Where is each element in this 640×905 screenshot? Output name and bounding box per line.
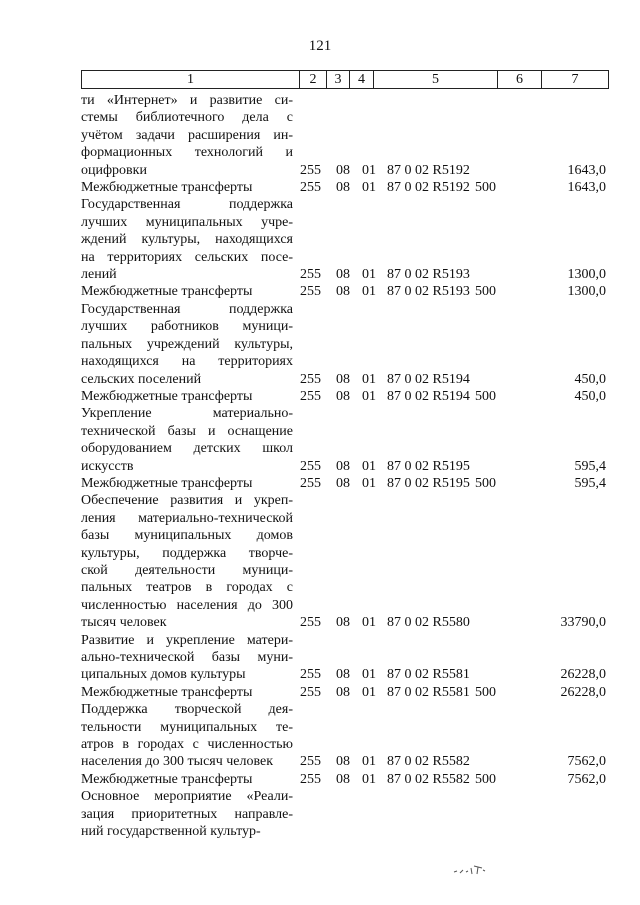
table-header (81, 70, 609, 89)
row-codes (0, 753, 640, 770)
amount: 1300,0 (567, 267, 606, 283)
amount: 26228,0 (560, 667, 606, 683)
expense-type-code: 500 (475, 771, 496, 787)
row-codes (0, 458, 640, 475)
ministry-code: 255 (300, 371, 321, 387)
table-row (0, 405, 640, 475)
row-codes (0, 684, 640, 701)
subsection-code: 01 (362, 684, 376, 700)
section-code: 08 (336, 754, 350, 770)
header-col-5: 5 (374, 71, 498, 88)
description-line: Межбюджетные трансферты (81, 284, 253, 300)
section-code: 08 (336, 771, 350, 787)
description-line: оборудованием детских школ (81, 441, 293, 457)
target-article-code: 87 0 02 R5195 (387, 475, 470, 491)
subsection-code: 01 (362, 667, 376, 683)
handwritten-mark-icon (452, 862, 492, 876)
table-row (0, 196, 640, 283)
row-codes (0, 614, 640, 631)
amount: 450,0 (574, 371, 606, 387)
target-article-code: 87 0 02 R5193 (387, 267, 470, 283)
ministry-code: 255 (300, 284, 321, 300)
subsection-code: 01 (362, 267, 376, 283)
description-line: технической базы и оснащение (81, 423, 293, 439)
subsection-code: 01 (362, 771, 376, 787)
table-row (0, 632, 640, 684)
expense-type-code: 500 (475, 684, 496, 700)
subsection-code: 01 (362, 284, 376, 300)
description-line: Укрепление материально- (81, 406, 293, 422)
description-line: ально-технической базы муни- (81, 650, 293, 665)
table-row (0, 301, 640, 388)
target-article-code: 87 0 02 R5582 (387, 771, 470, 787)
description-line: учётом задачи расширения ин- (81, 127, 293, 143)
ministry-code: 255 (300, 180, 321, 196)
header-col-3: 3 (327, 71, 350, 88)
header-col-4: 4 (350, 71, 374, 88)
description-line: культуры, поддержка творче- (81, 545, 293, 561)
amount: 1643,0 (567, 180, 606, 196)
description-line: лений (81, 267, 117, 283)
description-line: ской деятельности муници- (81, 562, 293, 578)
description-line: ти «Интернет» и развитие си- (81, 93, 293, 108)
description-line: Государственная поддержка (81, 197, 293, 213)
description-line: населения до 300 тысяч человек (81, 754, 274, 770)
row-codes (0, 388, 640, 405)
target-article-code: 87 0 02 R5193 (387, 284, 470, 300)
section-code: 08 (336, 475, 350, 491)
row-codes (0, 475, 640, 492)
section-code: 08 (336, 162, 350, 178)
subsection-code: 01 (362, 180, 376, 196)
amount: 7562,0 (567, 754, 606, 770)
description-line: базы муниципальных домов (81, 528, 293, 544)
description-line: численностью населения до 300 (81, 597, 293, 613)
description-line: тельности муниципальных те- (81, 719, 293, 735)
section-code: 08 (336, 180, 350, 196)
amount: 1300,0 (567, 284, 606, 300)
description-line: Обеспечение развития и укреп- (81, 493, 293, 509)
description-line: Основное мероприятие «Реали- (81, 789, 293, 805)
description-line: сельских поселений (81, 371, 202, 387)
section-code: 08 (336, 684, 350, 700)
description-line: находящихся на территориях (81, 354, 293, 370)
target-article-code: 87 0 02 R5194 (387, 388, 470, 404)
description-line: Государственная поддержка (81, 301, 293, 317)
table-row (0, 179, 640, 196)
description-line: ления материально-технической (81, 510, 293, 526)
amount: 595,4 (574, 475, 606, 491)
subsection-code: 01 (362, 458, 376, 474)
row-codes (0, 266, 640, 283)
subsection-code: 01 (362, 162, 376, 178)
section-code: 08 (336, 615, 350, 631)
table-row (0, 475, 640, 492)
section-code: 08 (336, 667, 350, 683)
section-code: 08 (336, 284, 350, 300)
subsection-code: 01 (362, 615, 376, 631)
target-article-code: 87 0 02 R5192 (387, 162, 470, 178)
ministry-code: 255 (300, 615, 321, 631)
row-codes (0, 283, 640, 300)
row-codes (0, 162, 640, 179)
row-description (81, 492, 293, 631)
description-line: тысяч человек (81, 615, 167, 631)
description-line: ждений культуры, находящихся (81, 232, 293, 248)
section-code: 08 (336, 388, 350, 404)
section-code: 08 (336, 267, 350, 283)
ministry-code: 255 (300, 684, 321, 700)
target-article-code: 87 0 02 R5195 (387, 458, 470, 474)
row-codes (0, 371, 640, 388)
table-row (0, 492, 640, 631)
target-article-code: 87 0 02 R5192 (387, 180, 470, 196)
target-article-code: 87 0 02 R5580 (387, 615, 470, 631)
amount: 1643,0 (567, 162, 606, 178)
expense-type-code: 500 (475, 475, 496, 491)
description-line: пальных учреждений культуры, (81, 336, 293, 352)
target-article-code: 87 0 02 R5582 (387, 754, 470, 770)
description-line: лучших муниципальных учре- (81, 214, 293, 230)
description-line: Развитие и укрепление матери- (81, 632, 293, 648)
description-line: стемы библиотечного дела с (81, 110, 293, 126)
amount: 595,4 (574, 458, 606, 474)
description-line: Поддержка творческой дея- (81, 702, 293, 718)
description-line: Межбюджетные трансферты (81, 475, 253, 491)
table-row (0, 92, 640, 179)
section-code: 08 (336, 458, 350, 474)
description-line: на территориях сельских посе- (81, 249, 293, 265)
description-line: Межбюджетные трансферты (81, 684, 253, 700)
target-article-code: 87 0 02 R5194 (387, 371, 470, 387)
table-row (0, 684, 640, 701)
page-number: 121 (308, 38, 332, 54)
table-row (0, 283, 640, 300)
description-line: зация приоритетных направле- (81, 806, 293, 822)
description-line: оцифровки (81, 162, 147, 178)
amount: 33790,0 (560, 615, 606, 631)
header-col-1: 1 (82, 71, 300, 88)
header-col-7: 7 (571, 72, 579, 87)
row-codes (0, 179, 640, 196)
section-code: 08 (336, 371, 350, 387)
description-line: ципальных домов культуры (81, 667, 246, 683)
description-line: Межбюджетные трансферты (81, 180, 253, 196)
description-line: искусств (81, 458, 134, 474)
description-line: пальных театров в городах с (81, 580, 293, 596)
ministry-code: 255 (300, 771, 321, 787)
amount: 450,0 (574, 388, 606, 404)
table-row (0, 771, 640, 788)
ministry-code: 255 (300, 458, 321, 474)
description-line: Межбюджетные трансферты (81, 771, 253, 787)
ministry-code: 255 (300, 162, 321, 178)
row-codes (0, 666, 640, 683)
description-line: Межбюджетные трансферты (81, 388, 253, 404)
table-row (0, 788, 640, 840)
subsection-code: 01 (362, 475, 376, 491)
description-line: лучших работников муници- (81, 319, 293, 335)
subsection-code: 01 (362, 388, 376, 404)
header-col-6: 6 (498, 71, 542, 88)
budget-table-body (0, 92, 640, 840)
ministry-code: 255 (300, 754, 321, 770)
ministry-code: 255 (300, 267, 321, 283)
header-col-2: 2 (300, 71, 327, 88)
ministry-code: 255 (300, 388, 321, 404)
table-row (0, 388, 640, 405)
expense-type-code: 500 (475, 388, 496, 404)
ministry-code: 255 (300, 667, 321, 683)
subsection-code: 01 (362, 371, 376, 387)
expense-type-code: 500 (475, 180, 496, 196)
target-article-code: 87 0 02 R5581 (387, 684, 470, 700)
subsection-code: 01 (362, 754, 376, 770)
row-codes (0, 823, 640, 840)
amount: 26228,0 (560, 684, 606, 700)
target-article-code: 87 0 02 R5581 (387, 667, 470, 683)
table-row (0, 701, 640, 771)
amount: 7562,0 (567, 771, 606, 787)
description-line: атров в городах с численностью (81, 737, 293, 753)
description-line: формационных технологий и (81, 145, 293, 161)
description-line: ний государственной культур- (81, 824, 261, 840)
row-codes (0, 771, 640, 788)
ministry-code: 255 (300, 475, 321, 491)
expense-type-code: 500 (475, 284, 496, 300)
